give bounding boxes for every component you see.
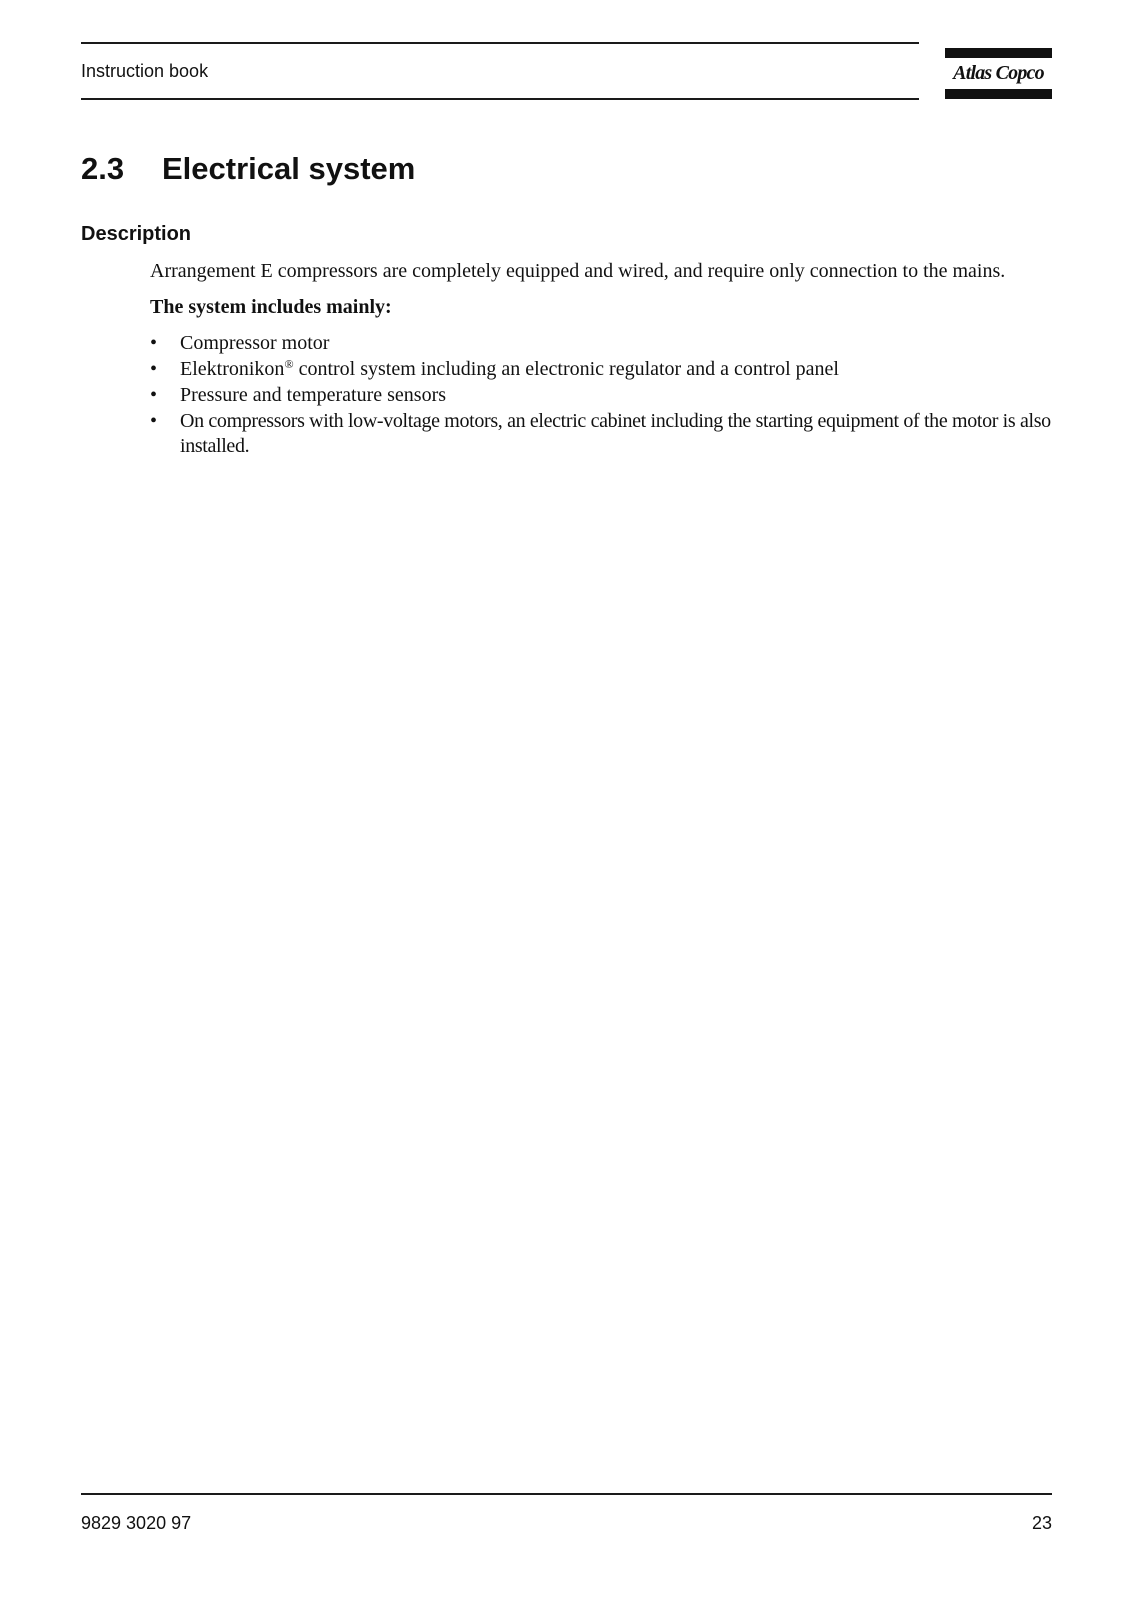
section-heading <box>81 150 415 188</box>
logo-top-bar <box>945 48 1052 58</box>
bullet-icon: • <box>150 410 158 432</box>
header-title: Instruction book <box>81 61 209 81</box>
header-top-rule <box>81 42 919 44</box>
section-number: 2.3 <box>81 151 125 186</box>
list-item-text: On compressors with low-voltage motors, an electric cabinet including the starting equipment of the motor is also installed. <box>180 410 1051 457</box>
bullet-icon: • <box>150 332 158 354</box>
list-item-text <box>180 358 839 380</box>
system-components-list <box>150 331 1052 460</box>
list-item-text: Compressor motor <box>180 332 330 354</box>
bullet-icon: • <box>150 358 158 380</box>
atlas-copco-logo <box>945 48 1052 100</box>
list-item <box>150 357 1052 382</box>
description-heading: Description <box>81 223 192 245</box>
section-title: Electrical system <box>162 151 416 186</box>
includes-heading: The system includes mainly: <box>150 296 392 318</box>
footer-rule <box>81 1493 1052 1495</box>
logo-text: Atlas Copco <box>953 62 1044 84</box>
list-item <box>150 409 1052 459</box>
list-item-text-rest: control system including an electronic regulator and a control panel <box>293 358 839 380</box>
list-item-text: Pressure and temperature sensors <box>180 384 447 406</box>
document-number: 9829 3020 97 <box>81 1513 192 1533</box>
page-number: 23 <box>1031 1513 1052 1533</box>
registered-mark: ® <box>284 357 294 371</box>
list-item <box>150 331 1052 356</box>
logo-bottom-bar <box>945 89 1052 99</box>
bullet-icon: • <box>150 384 158 406</box>
product-name: Elektronikon <box>180 358 285 380</box>
intro-paragraph: Arrangement E compressors are completely equipped and wired, and require only connection to the mains. <box>150 260 1006 282</box>
header-bottom-rule <box>81 98 919 100</box>
list-item <box>150 383 1052 408</box>
